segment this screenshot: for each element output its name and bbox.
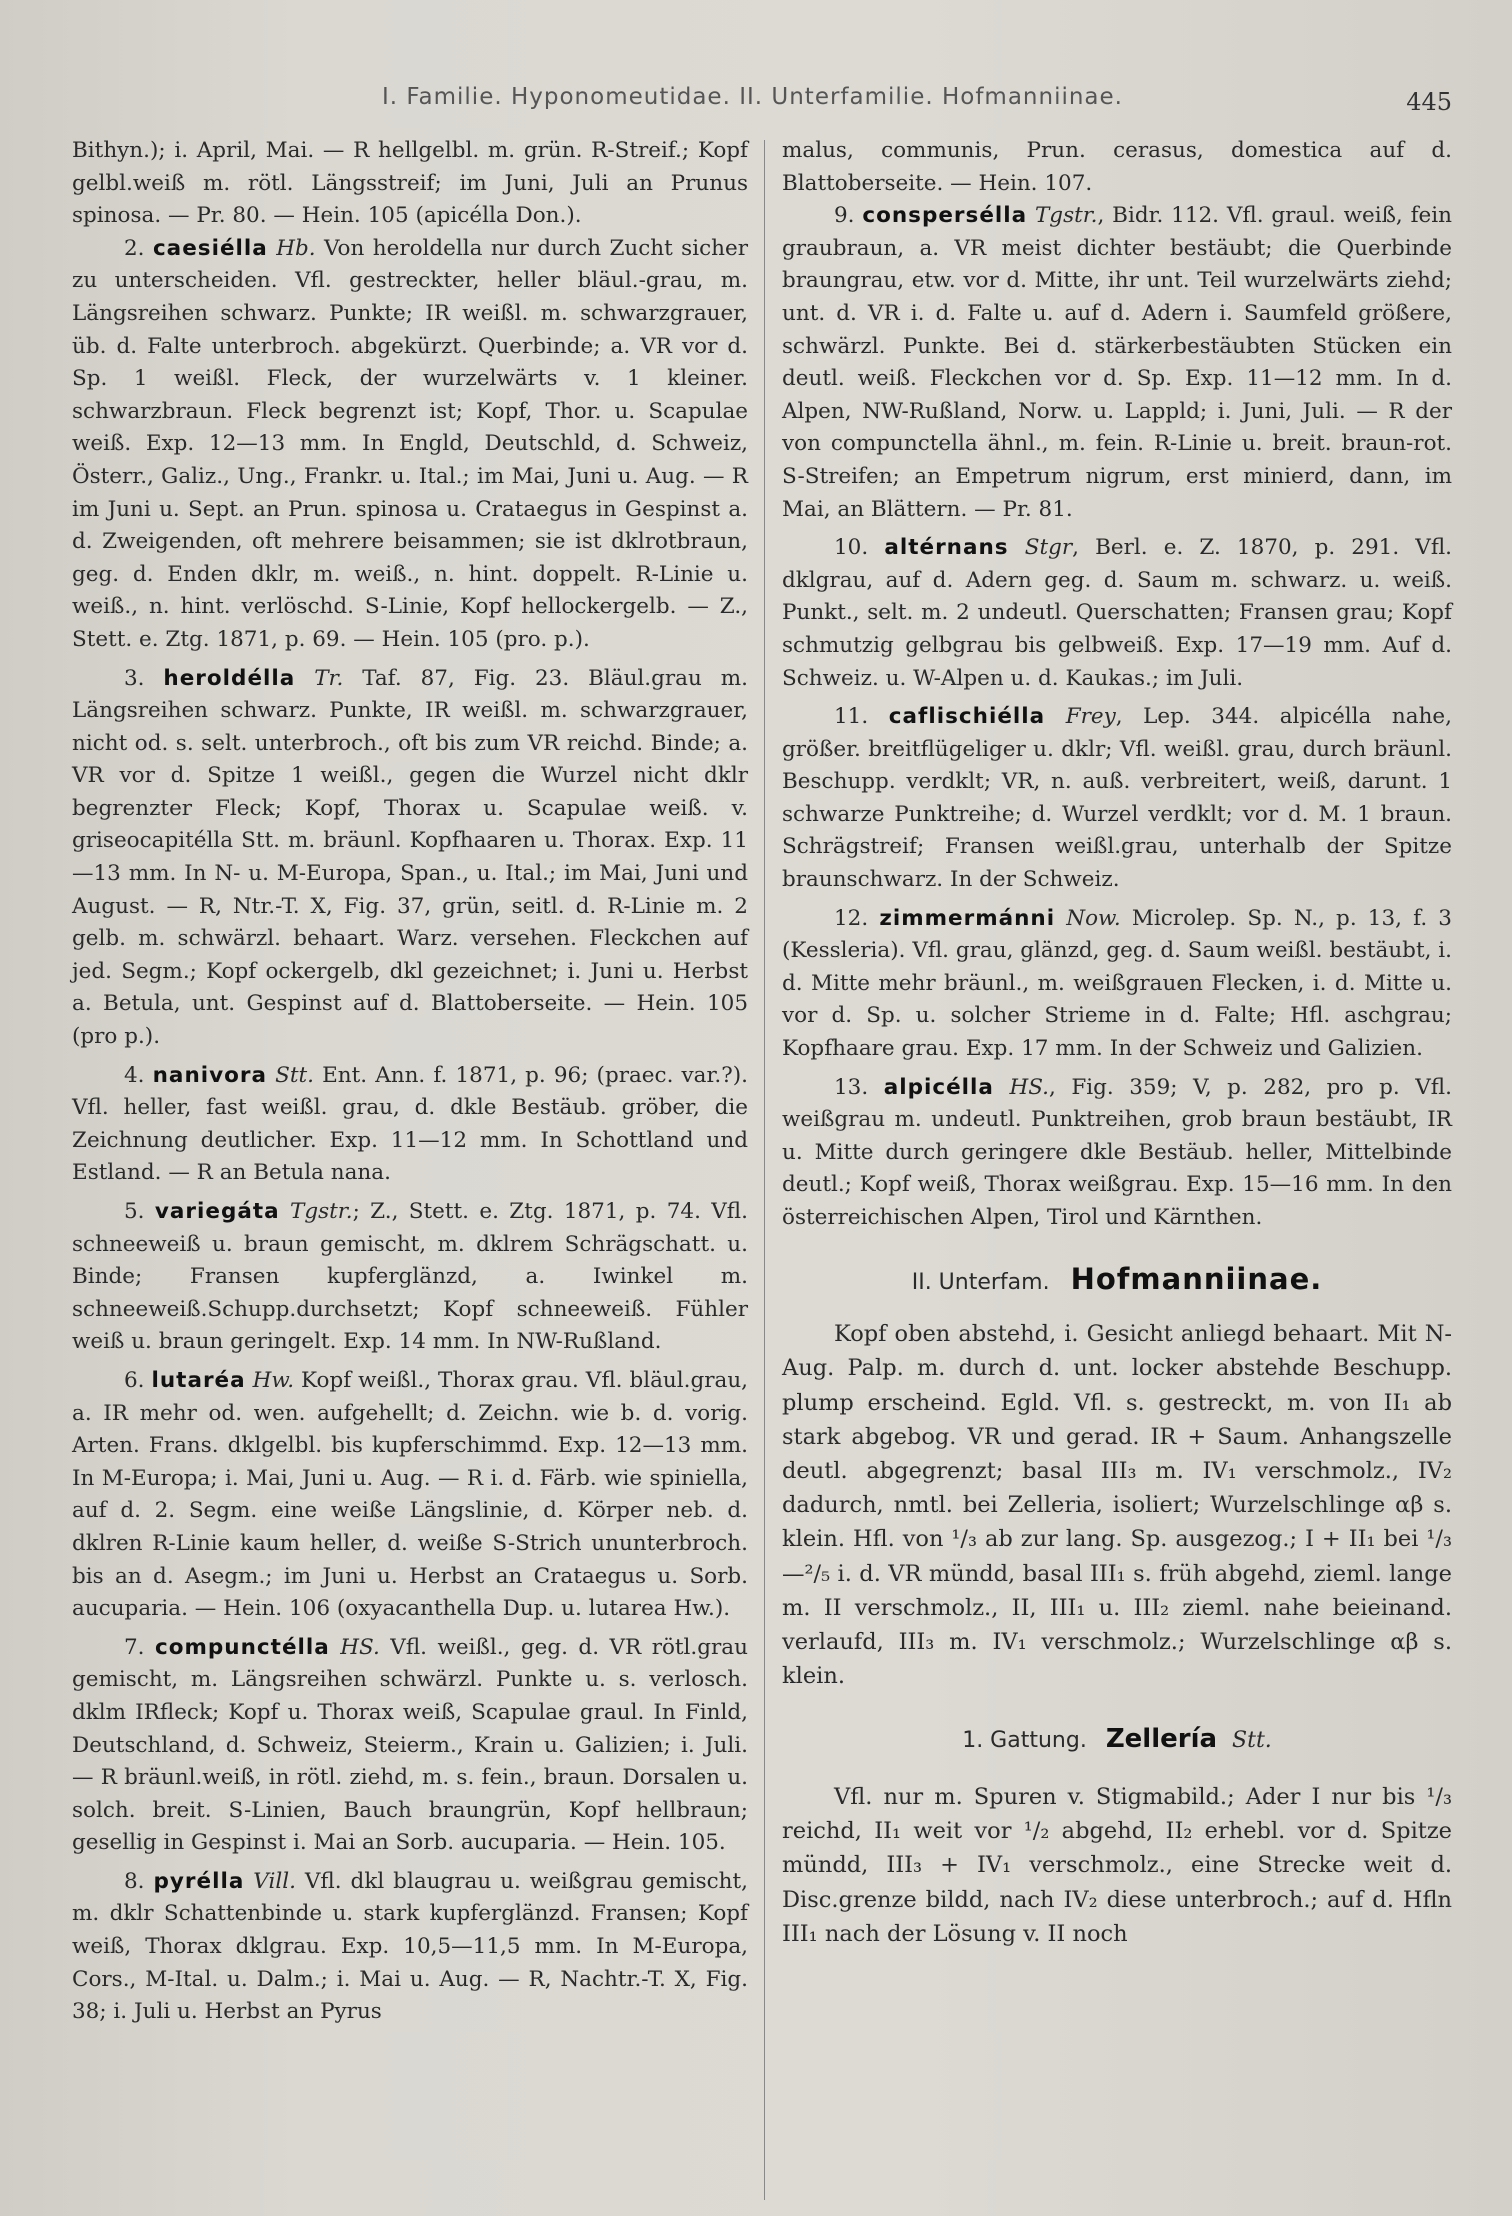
species-entry	[72, 1866, 748, 2029]
species-description: Microlep. Sp. N., p. 13, f. 3 (Kessleria). Vfl. grau, glänzd, geg. d. Saum weißl. bestäubt, i. d. Mitte mehr bräunl., m. weißgrauen Flecken, i. d. Mitte u. vor d. Sp. u. solcher Strieme in d. Falte; Hfl. aschgrau; Kopfhaare grau. Exp. 17 mm. In der Schweiz und Galizien.	[782, 905, 1452, 1062]
species-description: Von heroldella nur durch Zucht sicher zu unterscheiden. Vfl. gestreckter, heller bläul.-grau, m. Längsreihen schwarz. Punkte; IR weißl. m. schwarzgrauer, üb. d. Falte unterbroch. abgekürzt. Querbinde; a. VR vor d. Sp. 1 weißl. Fleck, der wurzelwärts v. 1 kleiner. schwarzbraun. Fleck begrenzt ist; Kopf, Thor. u. Scapulae weiß. Exp. 12—13 mm. In Engld, Deutschld, d. Schweiz, Österr., Galiz., Ung., Frankr. u. Ital.; im Mai, Juni u. Aug. — R im Juni u. Sept. an Prun. spinosa u. Crataegus in Gespinst a. d. Zweigenden, oft mehrere beisammen; sie ist dklrotbraun, geg. d. Enden dklr, m. weiß., n. hint. doppelt. R-Linie u. weiß., n. hint. verlöschd. S-Linie, Kopf hellockergelb. — Z., Stett. e. Ztg. 1871, p. 69. — Hein. 105 (pro. p.).	[72, 235, 748, 652]
species-name: heroldélla	[163, 665, 296, 691]
entry-number: 2.	[124, 235, 145, 261]
subfamily-description: Kopf oben abstehd, i. Gesicht anliegd behaart. Mit N-Aug. Palp. m. durch d. unt. locker abstehde Beschupp. plump erscheind. Egld. Vfl. s. gestreckt, m. von II₁ ab stark abgebog. VR und gerad. IR + Saum. Anhangszelle deutl. abgegrenzt; basal III₃ m. IV₁ verschmolz., IV₂ dadurch, nmtl. bei Zelleria, isoliert; Wurzelschlinge αβ s. klein. Hfl. von ¹/₃ ab zur lang. Sp. ausgezog.; I + II₁ bei ¹/₃—²/₅ i. d. VR mündd, basal III₁ s. früh abgehd, zieml. lange m. II verschmolz., II, III₁ u. III₂ zieml. nahe beieinand. verlaufd, III₃ m. IV₁ verschmolz.; Wurzelschlinge αβ s. klein.	[782, 1321, 1452, 1690]
species-description: Vfl. weißl., geg. d. VR rötl.grau gemischt, m. Längsreihen schwärzl. Punkte u. s. verlosch. dklm IRfleck; Kopf u. Thorax weiß, Scapulae graul. In Finld, Deutschland, d. Schweiz, Steierm., Krain u. Galizien; i. Juli. — R bräunl.weiß, in rötl. ziehd, m. s. fein., braun. Dorsalen u. solch. breit. S-Linien, Bauch braungrün, Kopf hellbraun; gesellig in Gespinst i. Mai an Sorb. aucuparia. — Hein. 105.	[72, 1634, 748, 1856]
genus-description: Vfl. nur m. Spuren v. Stigmabild.; Ader I nur bis ¹/₃ reichd, II₁ weit vor ¹/₂ abgehd, II₂ erhebl. vor d. Spitze mündd, III₃ + IV₁ verschmolz., eine Strecke weit d. Disc.grenze bildd, nach IV₂ diese unterbroch.; auf d. Hfln III₁ nach der Lösung v. II noch	[782, 1784, 1452, 1947]
species-name: caesiélla	[152, 235, 268, 261]
entry-number: 7.	[124, 1634, 145, 1660]
species-author: Frey	[1065, 704, 1116, 730]
entry-number: 10.	[834, 535, 869, 561]
species-author: Tr.	[314, 665, 344, 691]
species-author: Hb.	[276, 235, 316, 261]
species-author: Stt.	[275, 1062, 314, 1088]
right-column	[782, 135, 1452, 1951]
genus-heading	[782, 1723, 1452, 1758]
entry-number: 12.	[834, 905, 869, 931]
subfamily-prefix: II. Unterfam.	[911, 1269, 1050, 1295]
species-author: Now.	[1066, 905, 1121, 931]
subfamily-heading	[782, 1263, 1452, 1300]
species-entry	[72, 1365, 748, 1626]
species-entry	[72, 1196, 748, 1359]
species-description: Vfl. dkl blaugrau u. weißgrau gemischt, m. dklr Schattenbinde u. stark kupferglänzd. Fransen; Kopf weiß, Thorax dklgrau. Exp. 10,5—11,5 mm. In M-Europa, Cors., M-Ital. u. Dalm.; i. Mai u. Aug. — R, Nachtr.-T. X, Fig. 38; i. Juli u. Herbst an Pyrus	[72, 1868, 748, 2025]
continued-paragraph: Bithyn.); i. April, Mai. — R hellgelbl. m. grün. R-Streif.; Kopf gelbl.weiß m. rötl. Längsstreif; im Juni, Juli an Prunus spinosa. — Pr. 80. — Hein. 105 (apicélla Don.).	[72, 138, 748, 229]
species-author: Tgstr.	[1034, 203, 1098, 229]
species-description: , Berl. e. Z. 1870, p. 291. Vfl. dklgrau, auf d. Adern geg. d. Saum m. schwarz. u. weiß. Punkt., selt. m. 2 undeutl. Querschatten; Fransen grau; Kopf schmutzig gelbgrau bis gelbweiß. Exp. 17—19 mm. Auf d. Schweiz. u. W-Alpen u. d. Kaukas.; im Juli.	[782, 535, 1452, 691]
species-author: HS.	[340, 1634, 380, 1660]
species-entry	[782, 701, 1452, 897]
entry-number: 6.	[124, 1367, 145, 1393]
species-author: HS.	[1009, 1074, 1049, 1100]
entry-number: 8.	[124, 1868, 145, 1894]
column-divider	[764, 140, 765, 2200]
species-description: Ent. Ann. f. 1871, p. 96; (praec. var.?). Vfl. heller, fast weißl. grau, d. dkle Bestäub. gröber, die Zeichnung deutlicher. Exp. 11—12 mm. In Schottland und Estland. — R an Betula nana.	[72, 1062, 748, 1186]
species-name: alpicélla	[883, 1074, 994, 1100]
page-number: 445	[1406, 88, 1452, 116]
species-name: compunctélla	[155, 1634, 330, 1660]
subfamily-name: Hofmanniinae.	[1070, 1261, 1323, 1296]
entry-number: 9.	[834, 203, 855, 229]
species-author: Vill.	[253, 1868, 296, 1894]
species-description: , Bidr. 112. Vfl. graul. weiß, fein graubraun, a. VR meist dichter bestäubt; die Querbinde braungrau, etw. vor d. Mitte, ihr unt. Teil wurzelwärts ziehd; unt. d. VR i. d. Falte u. auf d. Adern i. Saumfeld größere, schwärzl. Punkte. Bei d. stärkerbestäubten Stücken ein deutl. weiß. Fleckchen vor d. Sp. Exp. 11—12 mm. In d. Alpen, NW-Rußland, Norw. u. Lappld; i. Juni, Juli. — R der von compunctella ähnl., m. fein. R-Linie u. breit. braun-rot. S-Streifen; an Empetrum nigrum, erst minierd, dann, im Mai, an Blättern. — Pr. 81.	[782, 203, 1452, 522]
species-entry	[72, 663, 748, 1054]
species-author: Hw.	[252, 1367, 295, 1393]
species-description: , Lep. 344. alpicélla nahe, größer. breitflügeliger u. dklr; Vfl. weißl. grau, durch bräunl. Beschupp. verdklt; VR, n. auß. verbreitert, weiß, darunt. 1 schwarze Punktreihe; d. Wurzel verdklt; vor d. M. 1 braun. Schrägstreif; Fransen weißl.grau, unterhalb der Spitze braunschwarz. In der Schweiz.	[782, 704, 1452, 893]
species-name: variegáta	[154, 1199, 280, 1224]
species-name: pyrélla	[153, 1868, 245, 1894]
genus-name: Zellería	[1105, 1724, 1218, 1755]
species-entry	[72, 233, 748, 657]
species-name: nanivora	[152, 1062, 268, 1088]
species-entry	[782, 903, 1452, 1066]
entry-number: 11.	[834, 704, 869, 730]
species-entry	[782, 200, 1452, 526]
continued-paragraph: malus, communis, Prun. cerasus, domestica auf d. Blattoberseite. — Hein. 107.	[782, 138, 1452, 196]
species-name: lutaréa	[151, 1367, 246, 1393]
species-name: zimmermánni	[879, 905, 1056, 931]
entry-number: 5.	[124, 1199, 145, 1224]
entry-number: 3.	[124, 665, 145, 691]
species-description: , Fig. 359; V, p. 282, pro p. Vfl. weißgrau m. undeutl. Punktreihen, grob braun bestäubt, IR u. Mitte durch geringere dkle Bestäub. heller, Mittelbinde deutl.; Kopf weiß, Thorax weißgrau. Exp. 15—16 mm. In den österreichischen Alpen, Tirol und Kärnthen.	[782, 1074, 1452, 1230]
running-header	[76, 84, 1452, 124]
genus-prefix: 1. Gattung.	[962, 1728, 1087, 1754]
species-description: Taf. 87, Fig. 23. Bläul.grau m. Längsreihen schwarz. Punkte, IR weißl. m. schwarzgrauer, nicht od. s. selt. unterbroch., oft bis zum VR reichd. Binde; a. VR vor d. Spitze 1 weißl., gegen die Wurzel nicht dklr begrenzter Fleck; Kopf, Thorax u. Scapulae weiß. v. griseocapitélla Stt. m. bräunl. Kopfhaaren u. Thorax. Exp. 11—13 mm. In N- u. M-Europa, Span., u. Ital.; im Mai, Juni und August. — R, Ntr.-T. X, Fig. 37, grün, seitl. d. R-Linie m. 2 gelb. m. schwärzl. behaart. Warz. versehen. Fleckchen auf jed. Segm.; Kopf ockergelb, dkl gezeichnet; i. Juni u. Herbst a. Betula, unt. Gespinst auf d. Blattoberseite. — Hein. 105 (pro p.).	[72, 665, 748, 1050]
entry-number: 13.	[834, 1074, 869, 1100]
species-description: ; Z., Stett. e. Ztg. 1871, p. 74. Vfl. schneeweiß u. braun gemischt, m. dklrem Schrägschatt. u. Binde; Fransen kupferglänzd, a. Iwinkel m. schneeweiß.Schupp.durchsetzt; Kopf schneeweiß. Fühler weiß u. braun geringelt. Exp. 14 mm. In NW-Rußland.	[72, 1199, 748, 1355]
species-author: Stgr	[1024, 535, 1073, 561]
species-description: Kopf weißl., Thorax grau. Vfl. bläul.grau, a. IR mehr od. wen. aufgehellt; d. Zeichn. wie b. d. vorig. Arten. Frans. dklgelbl. bis kupferschimmd. Exp. 12—13 mm. In M-Europa; i. Mai, Juni u. Aug. — R i. d. Färb. wie spiniella, auf d. 2. Segm. eine weiße Längslinie, d. Körper neb. d. dklren R-Linie kaum heller, d. weiße S-Strich ununterbroch. bis an d. Asegm.; im Juni u. Herbst an Crataegus u. Sorb. aucuparia. — Hein. 106 (oxyacanthella Dup. u. lutarea Hw.).	[72, 1367, 748, 1622]
species-author: Tgstr.	[290, 1199, 353, 1224]
species-name: altérnans	[884, 535, 1009, 561]
entry-number: 4.	[124, 1062, 145, 1088]
left-column	[72, 135, 748, 2035]
species-name: conspersélla	[862, 203, 1028, 229]
species-entry	[72, 1632, 748, 1860]
species-name: caflischiélla	[888, 704, 1046, 730]
species-entry	[782, 1072, 1452, 1235]
genus-author: Stt.	[1232, 1728, 1272, 1754]
running-title: I. Familie. Hyponomeutidae. II. Unterfamilie. Hofmanniinae.	[382, 84, 1123, 110]
species-entry	[782, 532, 1452, 695]
species-entry	[72, 1060, 748, 1190]
